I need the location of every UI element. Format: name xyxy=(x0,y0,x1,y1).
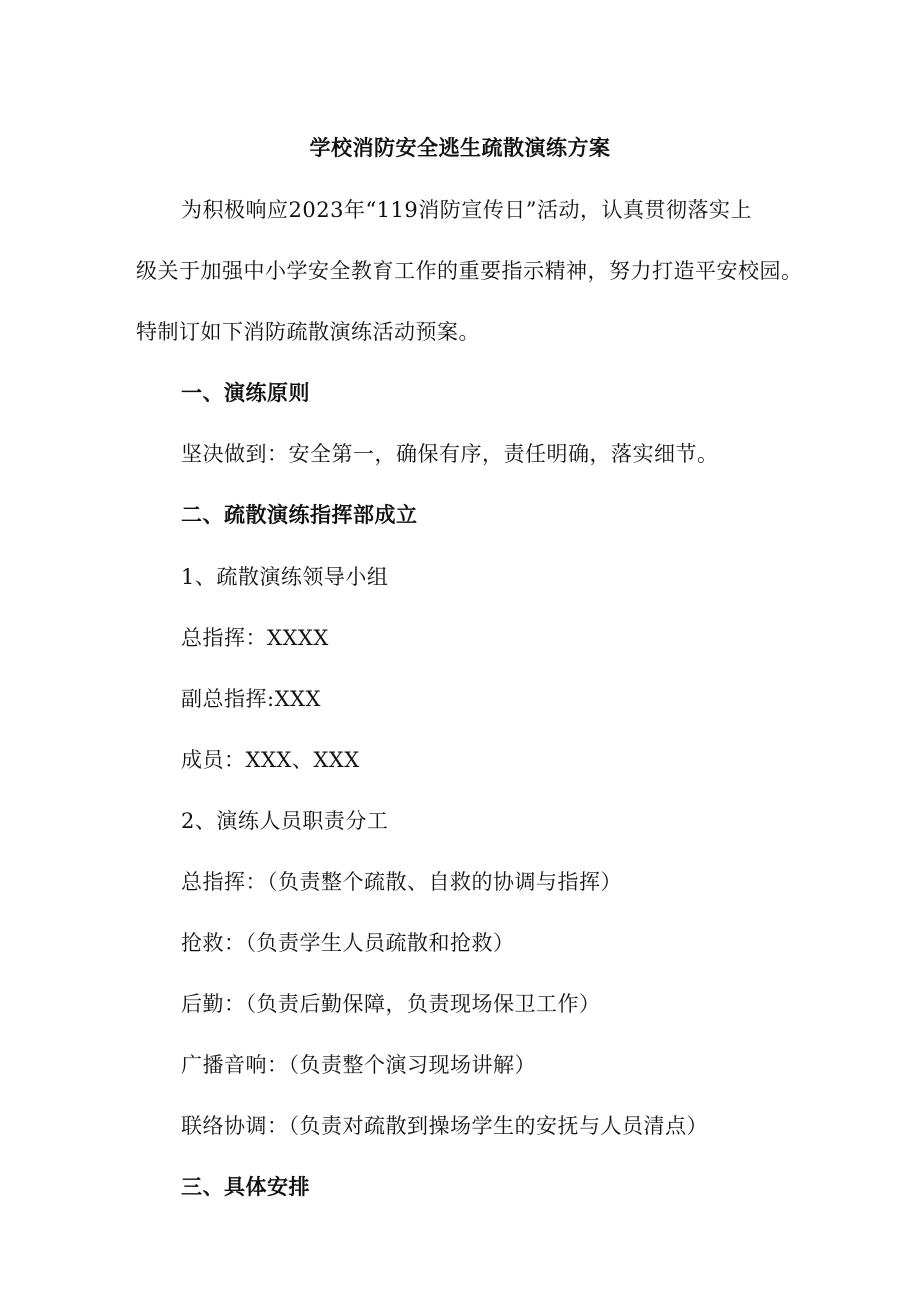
duty-line: 联络协调：（负责对疏散到操场学生的安抚与人员清点） xyxy=(181,1114,708,1138)
intro-line-2: 级关于加强中小学安全教育工作的重要指示精神，努力打造平安校园。 xyxy=(136,259,803,283)
duty-line: 总指挥：（负责整个疏散、自救的协调与指挥） xyxy=(181,870,622,894)
leader-line: 总指挥：XXXX xyxy=(181,626,329,650)
subheading-duties: 2、演练人员职责分工 xyxy=(181,809,389,833)
intro-line-3: 特制订如下消防疏散演练活动预案。 xyxy=(136,320,480,344)
section-heading-arrangements: 三、具体安排 xyxy=(181,1174,310,1199)
deputy-line: 副总指挥:XXX xyxy=(181,687,321,711)
section-heading-principles: 一、演练原则 xyxy=(181,380,310,405)
members-line: 成员：XXX、XXX xyxy=(181,748,360,772)
subheading-leadership-group: 1、疏散演练领导小组 xyxy=(181,565,389,589)
document-title: 学校消防安全逃生疏散演练方案 xyxy=(309,135,611,160)
principles-text: 坚决做到：安全第一，确保有序，责任明确，落实细节。 xyxy=(181,442,719,466)
duty-line: 广播音响：（负责整个演习现场讲解） xyxy=(181,1053,536,1077)
duty-line: 后勤：（负责后勤保障，负责现场保卫工作） xyxy=(181,992,601,1016)
section-heading-command: 二、疏散演练指挥部成立 xyxy=(181,502,418,527)
intro-line-1: 为积极响应2023年“119消防宣传日”活动，认真贯彻落实上 xyxy=(181,198,752,222)
duty-line: 抢救：（负责学生人员疏散和抢救） xyxy=(181,931,515,955)
